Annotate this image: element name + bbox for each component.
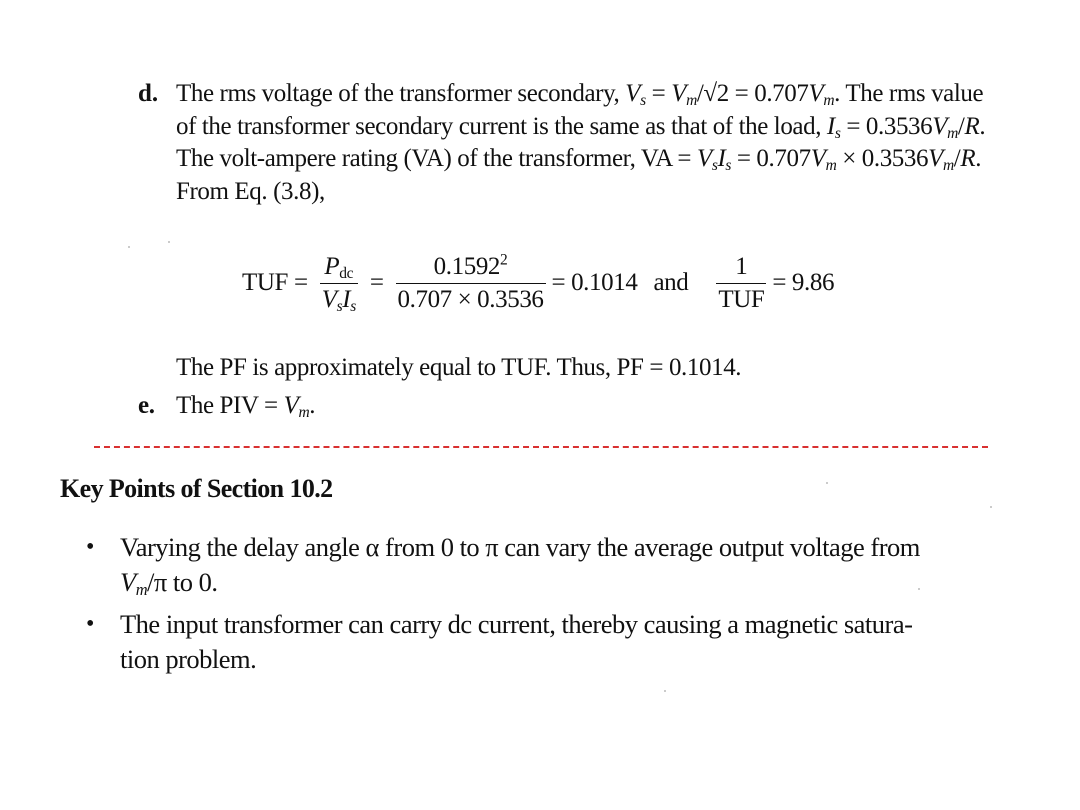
part-e-text: The PIV = $V_m$. [176, 392, 316, 421]
part-d-paragraph [176, 78, 1018, 208]
fraction-numeric: $\frac{0.1592^2}{0.707 \times 0.3536}$ [397, 251, 544, 313]
pf-statement: The PF is approximately equal to TUF. Thus, PF = 0.1014. [176, 354, 742, 381]
scan-speck [664, 690, 666, 692]
part-d-section [138, 78, 1018, 208]
list-item: • The input transformer can carry dc current, thereby causing a magnetic satura- tion problem. [86, 607, 1006, 677]
part-d-line-2: of the transformer secondary current is the same as that of the load, $I_s = 0.3536V_m/R$. [176, 112, 986, 142]
equation-and: and [653, 269, 689, 296]
tuf-equation [242, 248, 834, 318]
bullet-icon: • [86, 534, 94, 560]
tuf-result: = 0.1014 [551, 269, 638, 296]
bullet-icon: • [86, 611, 94, 637]
fraction-one-over-tuf: $\frac{1}{\text{TUF}}$ [718, 252, 765, 313]
equation-lhs: TUF [242, 269, 289, 296]
section-divider [94, 446, 988, 448]
inverse-tuf-result: = 9.86 [772, 269, 835, 296]
equals-sign: = [294, 269, 308, 296]
key-points-title: Key Points of Section 10.2 [60, 474, 333, 503]
part-e-section [138, 392, 315, 420]
part-e-marker: e. [138, 392, 155, 419]
fraction-pdc-over-vsis: $\frac{P_{dc}}{V_sI_s}$ [321, 252, 356, 315]
part-d-line-1: The rms voltage of the transformer secondary, $V_s = V_m/√2 = 0.707V_m$. The rms value [176, 80, 984, 109]
scan-speck [128, 246, 130, 248]
part-d-line-4: From Eq. (3.8), [176, 177, 325, 205]
list-item: • Varying the delay angle α from 0 to π can vary the average output voltage from $V_m/\pi$ to 0. [86, 532, 920, 600]
scan-speck [168, 241, 170, 243]
part-d-marker: d. [138, 80, 159, 107]
scan-speck [990, 506, 992, 508]
scan-speck [918, 588, 920, 590]
equals-sign: = [369, 269, 384, 296]
part-d-line-3: The volt-ampere rating (VA) of the transformer, VA = $V_sI_s = 0.707V_m \times 0.3536V_m/R$. [176, 145, 982, 174]
key-points-list [86, 530, 1006, 684]
scan-speck [826, 482, 828, 484]
